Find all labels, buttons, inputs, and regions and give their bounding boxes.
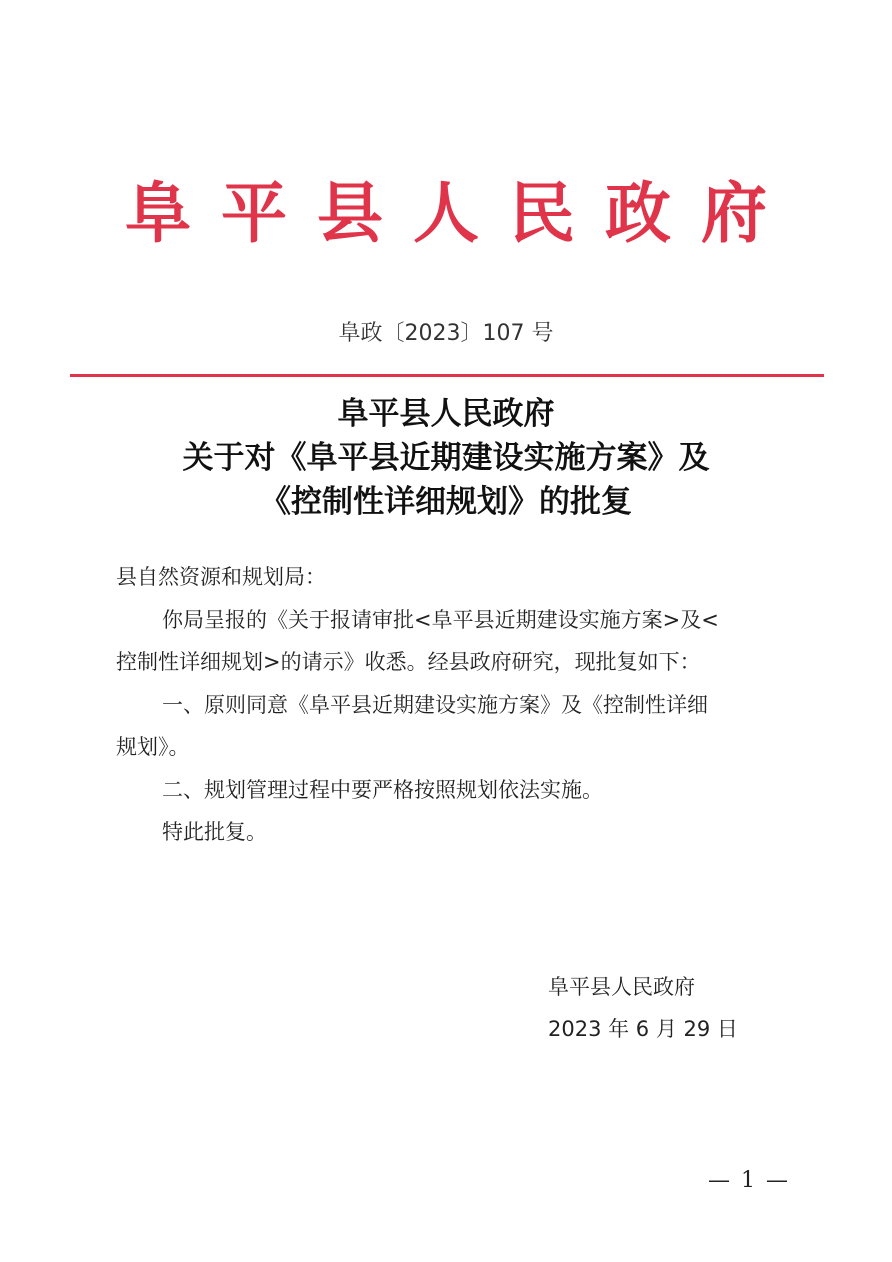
- title-line-2: 关于对《阜平县近期建设实施方案》及: [182, 440, 710, 476]
- title-line-1: 阜平县人民政府: [337, 396, 555, 432]
- paragraph-4: 特此批复。: [162, 820, 267, 844]
- document-body: [116, 556, 786, 854]
- paragraph-1-line-2: 控制性详细规划>的请示》收悉。经县政府研究，现批复如下：: [116, 650, 701, 674]
- document-number: 阜政〔2023〕107 号: [338, 321, 554, 346]
- signature-block: [548, 966, 738, 1050]
- paragraph-2-line-2: 规划》。: [116, 735, 190, 759]
- document-title: [0, 392, 892, 524]
- signature-date: 2023 年 6 月 29 日: [548, 1017, 738, 1041]
- page-number: — 1 —: [708, 1168, 790, 1193]
- paragraph-1-line-1: 你局呈报的《关于报请审批<阜平县近期建设实施方案>及<: [162, 607, 719, 632]
- title-line-3: 《控制性详细规划》的批复: [260, 484, 632, 520]
- masthead-issuer: 阜平县人民政府: [125, 174, 797, 252]
- addressee: 县自然资源和规划局：: [116, 565, 326, 589]
- paragraph-3: 二、规划管理过程中要严格按照规划依法实施。: [162, 777, 603, 802]
- signature-org: 阜平县人民政府: [548, 975, 695, 999]
- red-divider-line: [70, 374, 824, 377]
- paragraph-2-line-1: 一、原则同意《阜平县近期建设实施方案》及《控制性详细: [162, 692, 708, 717]
